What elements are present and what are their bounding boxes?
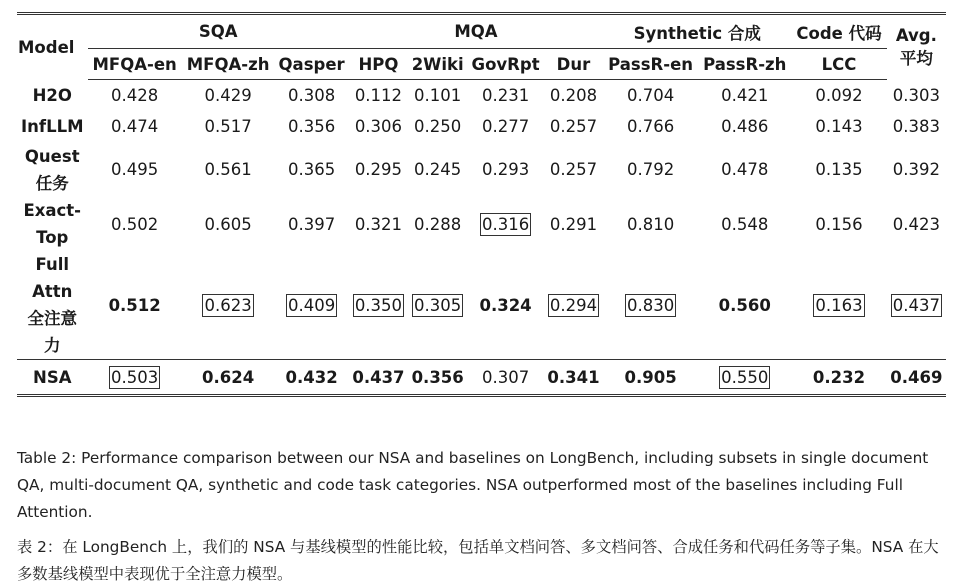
score-value: 0.397 — [287, 214, 336, 234]
score-value: 0.550 — [721, 367, 769, 387]
score-cell — [603, 80, 698, 112]
score-cell — [88, 360, 182, 396]
score-value: 0.245 — [414, 160, 462, 179]
score-cell — [791, 360, 886, 396]
model-name-cell — [17, 111, 88, 142]
score-cell — [467, 142, 544, 197]
score-value: 0.306 — [354, 117, 403, 136]
score-cell — [182, 251, 275, 360]
score-cell — [349, 111, 408, 142]
score-cell — [698, 197, 791, 251]
column-header: MFQA-zh — [182, 49, 275, 80]
score-value: 0.830 — [626, 295, 675, 315]
score-value: 0.486 — [721, 117, 769, 136]
column-header: Dur — [544, 49, 603, 80]
score-cell — [349, 251, 408, 360]
score-value: 0.503 — [111, 367, 159, 387]
table-row — [17, 197, 946, 251]
group-header-row — [17, 14, 946, 49]
score-value: 0.429 — [204, 86, 252, 105]
score-cell — [88, 80, 182, 112]
score-value: 0.295 — [354, 160, 403, 179]
score-cell — [467, 251, 544, 360]
caption-english: Table 2: Performance comparison between our NSA and baselines on LongBench, including subsets in single document QA, multi-document QA, synthetic and code task categories. NSA outperformed most of the baselines including Full Attention. — [17, 449, 929, 522]
score-value: 0.502 — [111, 214, 159, 234]
score-cell — [791, 251, 886, 360]
column-header: Qasper — [274, 49, 348, 80]
model-name-line: Full — [35, 255, 70, 274]
score-cell — [603, 197, 698, 251]
score-value: 0.135 — [815, 160, 863, 179]
score-value: 0.517 — [204, 117, 252, 136]
score-cell — [698, 360, 791, 396]
score-cell — [182, 197, 275, 251]
model-column-header: Model — [18, 37, 75, 57]
model-name-line: 任务 — [35, 173, 69, 193]
caption-chinese: 表 2：在 LongBench 上，我们的 NSA 与基线模型的性能比较，包括单文档问答、多文档问答、合成任务和代码任务等子集。NSA 在大多数基线模型中表现优于全注意力模型。 — [17, 538, 939, 584]
model-name-line: 力 — [44, 336, 61, 355]
column-header: 2Wiki — [408, 49, 467, 80]
score-cell — [274, 197, 348, 251]
group-header-synthetic: Synthetic 合成 — [603, 14, 791, 49]
score-value: 0.432 — [285, 367, 338, 387]
score-value: 0.350 — [354, 295, 403, 315]
group-header-sqa: SQA — [88, 14, 349, 49]
model-name-line: Exact- — [23, 201, 82, 220]
score-value: 0.294 — [549, 295, 598, 315]
score-value: 0.495 — [111, 160, 159, 179]
column-header: LCC — [791, 49, 886, 80]
group-header-code: Code 代码 — [791, 14, 886, 49]
score-cell — [544, 251, 603, 360]
score-cell — [274, 251, 348, 360]
score-value: 0.316 — [481, 214, 530, 234]
score-cell — [274, 111, 348, 142]
score-value: 0.905 — [624, 367, 677, 387]
avg-header-en: Avg. — [895, 25, 937, 45]
score-value: 0.341 — [547, 367, 600, 387]
score-cell — [88, 251, 182, 360]
score-cell — [467, 111, 544, 142]
score-cell — [349, 80, 408, 112]
score-value: 0.250 — [414, 117, 462, 136]
avg-score-cell — [887, 360, 946, 396]
score-cell — [274, 360, 348, 396]
avg-score-cell — [887, 80, 946, 112]
score-value: 0.307 — [481, 367, 530, 387]
score-cell — [544, 197, 603, 251]
score-cell — [544, 142, 603, 197]
score-cell — [467, 360, 544, 396]
score-value: 0.305 — [414, 295, 462, 315]
column-header: PassR-zh — [698, 49, 791, 80]
score-value: 0.324 — [479, 295, 532, 315]
score-cell — [274, 80, 348, 112]
score-value: 0.291 — [549, 214, 598, 234]
score-value: 0.478 — [721, 160, 769, 179]
score-value: 0.437 — [892, 295, 940, 315]
score-cell — [349, 197, 408, 251]
score-cell — [698, 111, 791, 142]
score-value: 0.143 — [815, 117, 863, 136]
score-value: 0.288 — [414, 214, 462, 234]
column-header-row — [17, 49, 946, 80]
score-cell — [467, 197, 544, 251]
score-value: 0.308 — [287, 86, 336, 105]
score-cell — [408, 80, 467, 112]
results-table — [17, 12, 946, 397]
score-value: 0.421 — [721, 86, 769, 105]
score-cell — [544, 80, 603, 112]
avg-score-cell — [887, 111, 946, 142]
score-value: 0.392 — [892, 160, 940, 179]
score-value: 0.257 — [549, 160, 598, 179]
table-row — [17, 142, 946, 197]
score-value: 0.383 — [892, 117, 940, 136]
score-cell — [182, 111, 275, 142]
score-value: 0.208 — [549, 86, 598, 105]
score-value: 0.766 — [626, 117, 675, 136]
table-row — [17, 360, 946, 396]
model-name-cell — [17, 360, 88, 396]
table-row — [17, 111, 946, 142]
score-cell — [603, 142, 698, 197]
model-name-line: Top — [36, 228, 69, 247]
score-cell — [88, 197, 182, 251]
score-cell — [88, 142, 182, 197]
score-value: 0.356 — [411, 367, 464, 387]
avg-column-header — [887, 14, 946, 80]
score-cell — [467, 80, 544, 112]
column-header: HPQ — [349, 49, 408, 80]
score-cell — [408, 197, 467, 251]
score-value: 0.356 — [287, 117, 336, 136]
table-body — [17, 80, 946, 396]
avg-score-cell — [887, 197, 946, 251]
model-name-line: H2O — [32, 85, 72, 105]
score-value: 0.810 — [626, 214, 675, 234]
score-value: 0.428 — [111, 86, 159, 105]
score-cell — [791, 197, 886, 251]
score-value: 0.365 — [287, 160, 336, 179]
score-cell — [698, 251, 791, 360]
score-cell — [603, 251, 698, 360]
score-cell — [698, 80, 791, 112]
score-value: 0.792 — [626, 160, 675, 179]
model-name-cell — [17, 142, 88, 197]
model-name-line: 全注意 — [27, 309, 77, 328]
score-value: 0.548 — [721, 214, 769, 234]
score-cell — [408, 111, 467, 142]
column-header: GovRpt — [467, 49, 544, 80]
score-value: 0.156 — [815, 214, 863, 234]
model-name-line: NSA — [33, 367, 72, 387]
score-cell — [544, 111, 603, 142]
score-value: 0.561 — [204, 160, 252, 179]
score-value: 0.321 — [354, 214, 403, 234]
score-cell — [349, 360, 408, 396]
model-name-cell — [17, 80, 88, 112]
score-cell — [182, 80, 275, 112]
model-name-cell — [17, 197, 88, 251]
score-value: 0.605 — [204, 214, 252, 234]
score-value: 0.409 — [287, 295, 336, 315]
model-name-line: InfLLM — [21, 117, 84, 136]
table-row — [17, 251, 946, 360]
score-value: 0.092 — [815, 86, 863, 105]
group-header-mqa: MQA — [349, 14, 603, 49]
score-cell — [349, 142, 408, 197]
table-row — [17, 80, 946, 112]
score-cell — [791, 80, 886, 112]
avg-header-zh: 平均 — [899, 48, 933, 68]
score-value: 0.423 — [892, 214, 940, 234]
model-name-cell — [17, 251, 88, 360]
score-value: 0.257 — [549, 117, 598, 136]
score-value: 0.560 — [718, 295, 771, 315]
score-cell — [182, 142, 275, 197]
score-value: 0.293 — [481, 160, 530, 179]
score-value: 0.303 — [892, 85, 940, 105]
score-cell — [603, 360, 698, 396]
score-cell — [408, 360, 467, 396]
score-value: 0.704 — [626, 86, 675, 105]
column-header: PassR-en — [603, 49, 698, 80]
score-value: 0.232 — [812, 367, 866, 387]
score-cell — [408, 251, 467, 360]
score-cell — [791, 111, 886, 142]
score-value: 0.231 — [481, 86, 530, 105]
score-value: 0.437 — [352, 367, 405, 387]
score-cell — [698, 142, 791, 197]
score-value: 0.512 — [108, 295, 161, 315]
score-value: 0.623 — [204, 295, 252, 315]
score-cell — [544, 360, 603, 396]
score-value: 0.474 — [111, 117, 159, 136]
avg-score-cell — [887, 251, 946, 360]
score-value: 0.101 — [414, 86, 462, 105]
score-value: 0.469 — [890, 367, 943, 387]
score-value: 0.163 — [815, 295, 863, 315]
score-cell — [88, 111, 182, 142]
model-name-line: Attn — [32, 282, 73, 301]
score-cell — [603, 111, 698, 142]
score-cell — [182, 360, 275, 396]
avg-score-cell — [887, 142, 946, 197]
score-cell — [791, 142, 886, 197]
score-value: 0.277 — [481, 117, 530, 136]
score-value: 0.112 — [354, 86, 403, 105]
score-value: 0.624 — [201, 367, 255, 387]
score-cell — [408, 142, 467, 197]
column-header: MFQA-en — [88, 49, 182, 80]
model-name-line: Quest — [24, 146, 80, 166]
score-cell — [274, 142, 348, 197]
